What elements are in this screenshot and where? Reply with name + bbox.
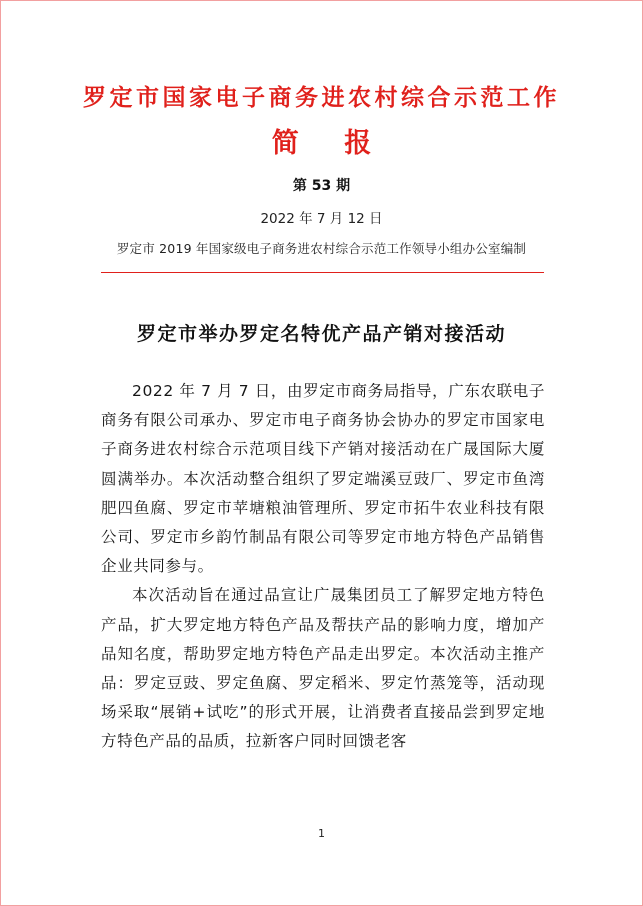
article-body <box>101 377 545 757</box>
header-divider <box>101 272 544 273</box>
article-paragraph: 本次活动旨在通过品宣让广晟集团员工了解罗定地方特色产品，扩大罗定地方特色产品及帮扶产品的影响力度，增加产品知名度，帮助罗定地方特色产品走出罗定。本次活动主推产品：罗定豆豉、罗定鱼腐、罗定稻米、罗定竹蒸笼等，活动现场采取“展销+试吃”的形式开展，让消费者直接品尝到罗定地方特色产品的品质，拉新客户同时回馈老客 <box>101 586 545 751</box>
article-title: 罗定市举办罗定名特优产品产销对接活动 <box>136 323 506 345</box>
newsletter-title: 罗定市国家电子商务进农村综合示范工作 <box>83 84 560 111</box>
newsletter-subtitle: 简 报 <box>271 128 390 159</box>
issue-number: 第 53 期 <box>292 178 351 194</box>
editor-line: 罗定市 2019 年国家级电子商务进农村综合示范工作领导小组办公室编制 <box>116 241 527 256</box>
page-number: 1 <box>318 827 325 840</box>
article-paragraph: 2022 年 7 月 7 日，由罗定市商务局指导，广东农联电子商务有限公司承办、罗定市电子商务协会协办的罗定市国家电子商务进农村综合示范项目线下产销对接活动在广晟国际大厦圆满举办。本次活动整合组织了罗定端溪豆豉厂、罗定市鱼湾肥四鱼腐、罗定市苹塘粮油管理所、罗定市拓牛农业科技有限公司、罗定市乡韵竹制品有限公司等罗定市地方特色产品销售企业共同参与。 <box>101 382 545 576</box>
issue-date: 2022 年 7 月 12 日 <box>260 211 383 227</box>
